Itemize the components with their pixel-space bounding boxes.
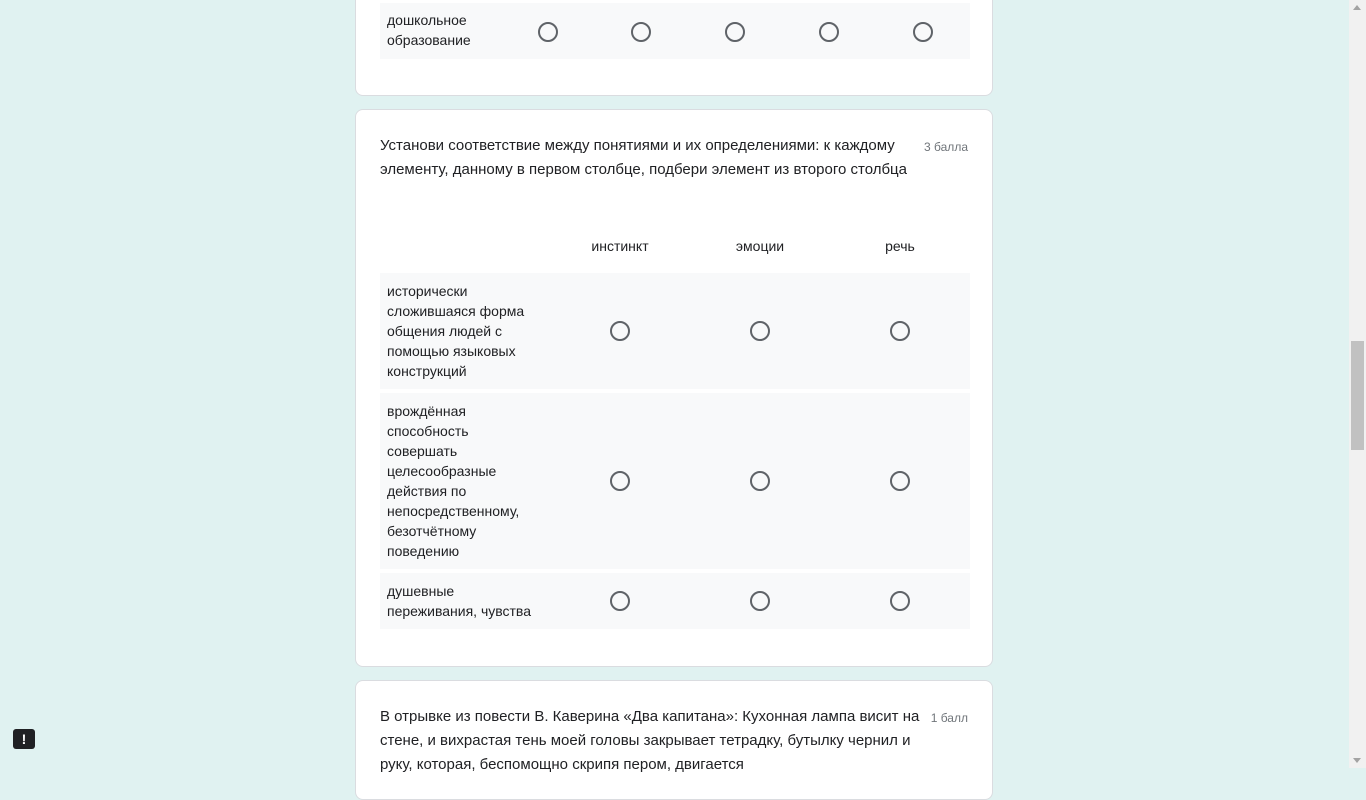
row-label: врождённая способность совершать целесообразные действия по непосредственному, безотчётному поведению [387, 403, 520, 559]
grid-row [380, 573, 970, 629]
report-issue-icon[interactable] [13, 729, 35, 749]
radio-option[interactable] [610, 591, 630, 611]
radio-option[interactable] [610, 321, 630, 341]
radio-option[interactable] [631, 22, 651, 42]
scroll-up-arrow-icon[interactable] [1353, 5, 1361, 10]
scroll-down-arrow-icon[interactable] [1353, 758, 1361, 763]
radio-option[interactable] [750, 321, 770, 341]
row-label: душевные переживания, чувства [387, 583, 531, 619]
question-card-matching [355, 109, 993, 667]
radio-option[interactable] [890, 471, 910, 491]
radio-option[interactable] [750, 591, 770, 611]
radio-option[interactable] [913, 22, 933, 42]
radio-option[interactable] [538, 22, 558, 42]
row-label: исторически сложившаяся форма общения людей с помощью языковых конструкций [387, 283, 525, 379]
row-label: дошкольное образование [387, 12, 471, 48]
grid-row [380, 273, 970, 389]
report-issue-glyph: ! [21, 731, 27, 747]
scrollbar[interactable] [1349, 0, 1366, 768]
question-title: В отрывке из повести В. Каверина «Два капитана»: Кухонная лампа висит на стене, и вихрастая тень моей головы закрывает тетрадку, бутылку чернил и руку, которая, беспомощно скрипя пером, двигается [380, 708, 920, 773]
radio-option[interactable] [750, 471, 770, 491]
column-header: эмоции [735, 238, 785, 254]
question-points: 1 балл [930, 711, 968, 725]
question-points: 3 балла [924, 140, 968, 154]
radio-option[interactable] [725, 22, 745, 42]
column-header: инстинкт [591, 238, 649, 254]
radio-option[interactable] [890, 321, 910, 341]
radio-option[interactable] [819, 22, 839, 42]
grid-row [380, 393, 970, 569]
radio-option[interactable] [610, 471, 630, 491]
question-card-next [355, 680, 993, 800]
radio-option[interactable] [890, 591, 910, 611]
question-title: Установи соответствие между понятиями и их определениями: к каждому элементу, данному в первом столбце, подбери элемент из второго столбца [380, 137, 907, 178]
grid-row [380, 3, 970, 59]
question-card-previous [355, 0, 993, 96]
column-header: речь [885, 238, 915, 254]
scrollbar-thumb[interactable] [1351, 341, 1364, 450]
